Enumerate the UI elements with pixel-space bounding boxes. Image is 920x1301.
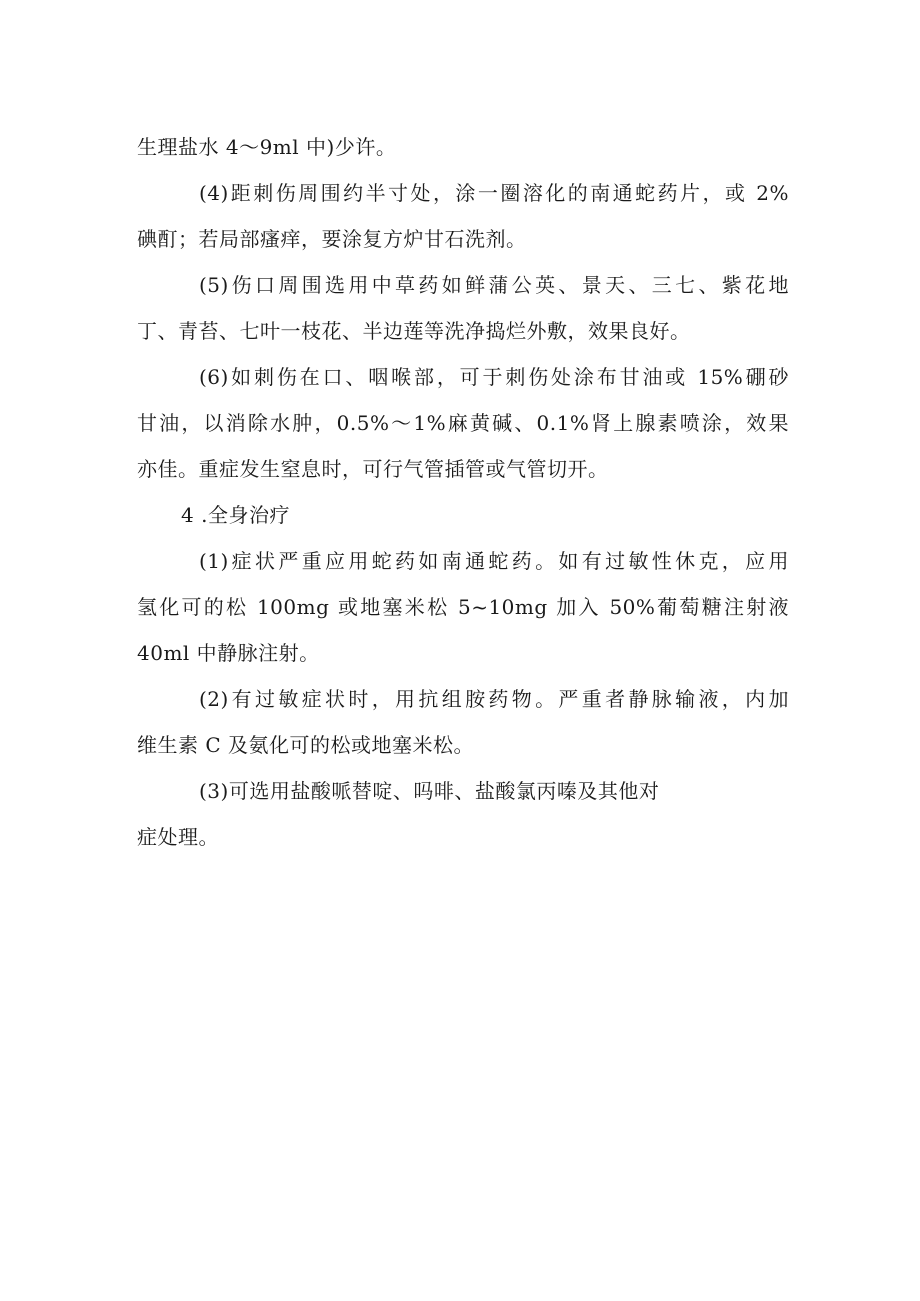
paragraph-item-1-line-1: (1)症状严重应用蛇药如南通蛇药。如有过敏性休克，应用 [199,549,789,573]
document-body [137,124,789,860]
text-line: 碘酊；若局部瘙痒，要涂复方炉甘石洗剂。 [137,227,527,251]
paragraph-item-6-line-1: (6)如刺伤在口、咽喉部，可于刺伤处涂布甘油或 15%硼砂 [199,365,789,389]
paragraph-item-3-line-1: (3)可选用盐酸哌替啶、吗啡、盐酸氯丙嗪及其他对 [199,779,660,803]
text-line: 氢化可的松 100mg 或地塞米松 5~10mg 加入 50%葡萄糖注射液 [137,595,789,619]
text-line: 亦佳。重症发生窒息时，可行气管插管或气管切开。 [137,457,609,481]
text-line: 生理盐水 4～9ml 中)少许。 [137,135,397,159]
paragraph-item-2-line-1: (2)有过敏症状时，用抗组胺药物。严重者静脉输液，内加 [199,687,789,711]
text-line: 甘油，以消除水肿，0.5%～1%麻黄碱、0.1%肾上腺素喷涂，效果 [137,411,789,435]
paragraph-item-5-line-1: (5)伤口周围选用中草药如鲜蒲公英、景天、三七、紫花地 [199,273,789,297]
paragraph-item-4-line-1: (4)距刺伤周围约半寸处，涂一圈溶化的南通蛇药片，或 2% [199,181,789,205]
section-heading: 4 .全身治疗 [181,503,290,527]
text-line: 40ml 中静脉注射。 [137,641,320,665]
text-line: 维生素 C 及氨化可的松或地塞米松。 [137,733,475,757]
text-line: 丁、青苔、七叶一枝花、半边莲等洗净捣烂外敷，效果良好。 [137,319,691,343]
text-line: 症处理。 [137,825,219,849]
